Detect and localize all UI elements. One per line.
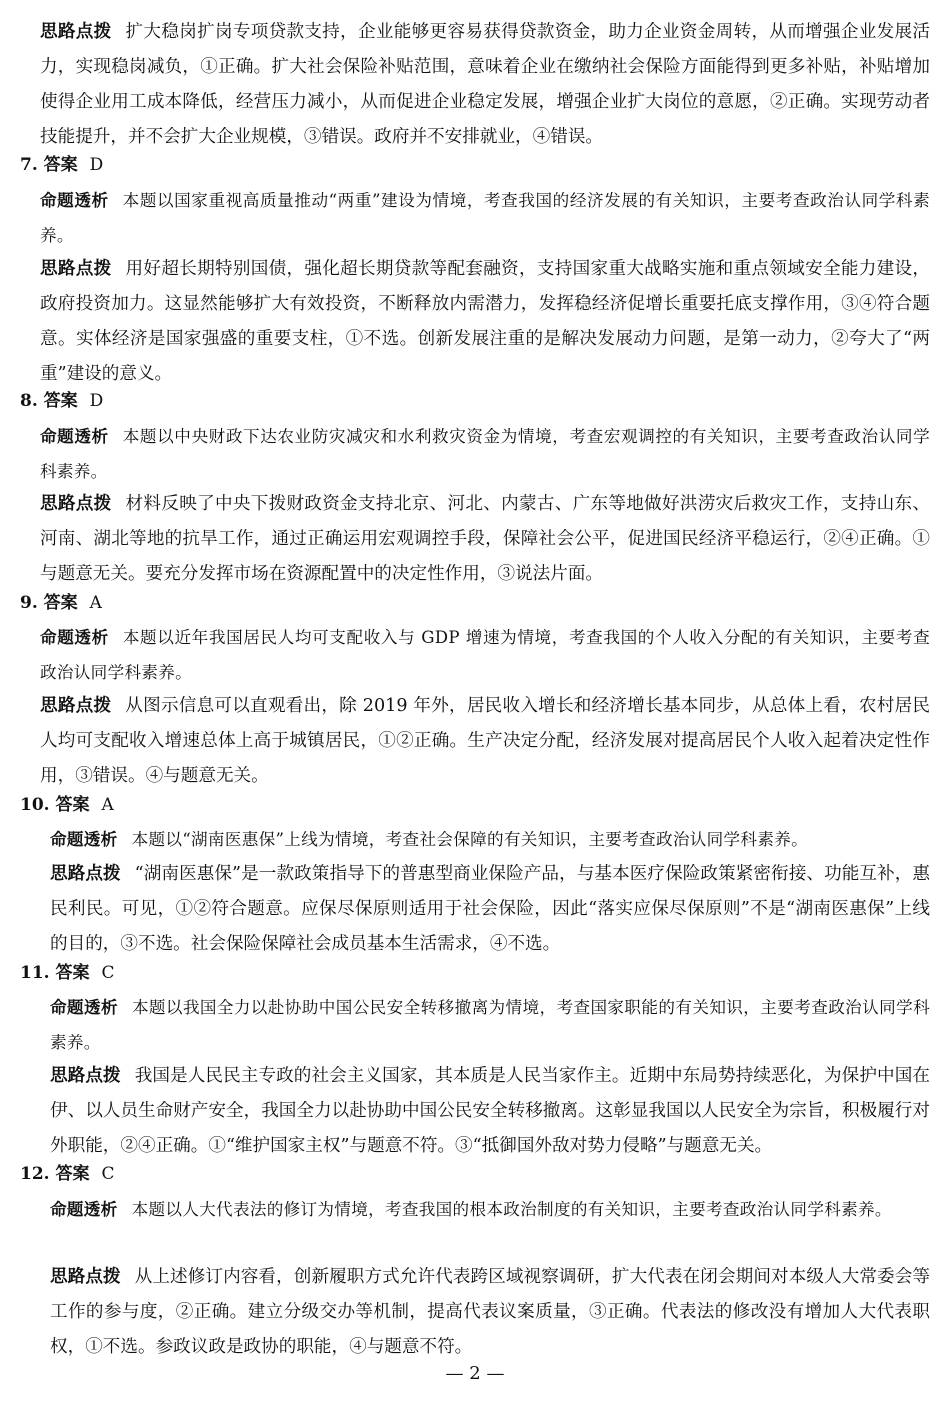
q12-toushi-text: 本题以人大代表法的修订为情境，考查我国的根本政治制度的有关知识，主要考查政治认同学科素养。 [131, 1200, 892, 1219]
q8-silu-paragraph [40, 486, 930, 592]
q7-answer-label: 答案 [43, 155, 78, 175]
q9-number: 9. [20, 593, 38, 613]
q7-answer-line [20, 149, 920, 182]
q11-answer-line [20, 957, 920, 990]
q11-toushi-text: 本题以我国全力以赴协助中国公民安全转移撤离为情境，考查国家职能的有关知识，主要考查政治认同学科素养。 [50, 998, 930, 1052]
q12-silu-text: 从上述修订内容看，创新履职方式允许代表跨区域视察调研，扩大代表在闭会期间对本级人大常委会等工作的参与度，②正确。建立分级交办等机制，提高代表议案质量，③正确。代表法的修改没有增加人大代表职权，①不选。参政议政是政协的职能，④与题意不符。 [50, 1267, 930, 1357]
q7-answer-value: D [89, 155, 104, 175]
q11-silu-paragraph [50, 1058, 930, 1164]
q12-number: 12. [20, 1164, 50, 1184]
q9-silu-label: 思路点拨 [40, 695, 112, 716]
q11-silu-text: 我国是人民民主专政的社会主义国家，其本质是人民当家作主。近期中东局势持续恶化，为保护中国在伊、以人员生命财产安全，我国全力以赴协助中国公民安全转移撤离。这彰显我国以人民安全为宗旨，积极履行对外职能，②④正确。①“维护国家主权”与题意不符。③“抵御国外敌对势力侵略”与题意无关。 [50, 1066, 930, 1156]
q7-silu-text: 用好超长期特别国债，强化超长期贷款等配套融资，支持国家重大战略实施和重点领域安全能力建设，政府投资加力。这显然能够扩大有效投资，不断释放内需潜力，发挥稳经济促增长重要托底支撑作用，③④符合题意。实体经济是国家强盛的重要支柱，①不选。创新发展注重的是解决发展动力问题，是第一动力，②夸大了“两重”建设的意义。 [40, 259, 930, 384]
q9-toushi-label: 命题透析 [40, 627, 109, 647]
q7-silu-paragraph [40, 251, 930, 392]
q10-toushi-text: 本题以“湖南医惠保”上线为情境，考查社会保障的有关知识，主要考查政治认同学科素养。 [131, 830, 808, 849]
q9-toushi-text: 本题以近年我国居民人均可支配收入与 GDP 增速为情境，考查我国的个人收入分配的有关知识，主要考查政治认同学科素养。 [40, 628, 930, 682]
q9-answer-label: 答案 [43, 593, 78, 613]
q9-answer-line [20, 587, 920, 620]
q8-answer-label: 答案 [43, 391, 78, 411]
page-number: — 2 — [445, 1363, 505, 1384]
q6-silu-label: 思路点拨 [40, 21, 112, 42]
q7-number: 7. [20, 155, 38, 175]
q9-silu-paragraph [40, 688, 930, 794]
q8-toushi-label: 命题透析 [40, 426, 109, 446]
q10-answer-label: 答案 [55, 795, 90, 815]
q7-toushi-label: 命题透析 [40, 190, 109, 210]
q8-answer-line [20, 385, 920, 418]
q10-silu-paragraph [50, 856, 930, 962]
q8-toushi-text: 本题以中央财政下达农业防灾减灾和水利救灾资金为情境，考查宏观调控的有关知识，主要考查政治认同学科素养。 [40, 427, 930, 481]
q8-toushi-paragraph [40, 419, 930, 489]
q8-silu-label: 思路点拨 [40, 493, 112, 514]
q11-answer-label: 答案 [55, 963, 90, 983]
q12-toushi-paragraph [50, 1192, 930, 1227]
q10-answer-line [20, 789, 920, 822]
q12-silu-label: 思路点拨 [50, 1266, 121, 1287]
q12-answer-line [20, 1158, 920, 1191]
q9-answer-value: A [89, 593, 102, 613]
q10-number: 10. [20, 795, 50, 815]
q11-toushi-paragraph [50, 990, 930, 1060]
q7-toushi-paragraph [40, 183, 930, 253]
q10-silu-text: “湖南医惠保”是一款政策指导下的普惠型商业保险产品，与基本医疗保险政策紧密衔接、功能互补，惠民利民。可见，①②符合题意。应保尽保原则适用于社会保险，因此“落实应保尽保原则”不是“湖南医惠保”上线的目的，③不选。社会保险保障社会成员基本生活需求，④不选。 [50, 864, 930, 954]
q10-toushi-label: 命题透析 [50, 829, 118, 849]
q7-silu-label: 思路点拨 [40, 258, 112, 279]
q8-silu-text: 材料反映了中央下拨财政资金支持北京、河北、内蒙古、广东等地做好洪涝灾后救灾工作，支持山东、河南、湖北等地的抗旱工作，通过正确运用宏观调控手段，保障社会公平，促进国民经济平稳运行，②④正确。①与题意无关。要充分发挥市场在资源配置中的决定性作用，③说法片面。 [40, 494, 930, 584]
q11-number: 11. [20, 963, 50, 983]
q8-number: 8. [20, 391, 38, 411]
q12-answer-value: C [101, 1164, 115, 1184]
q6-silu-text: 扩大稳岗扩岗专项贷款支持，企业能够更容易获得贷款资金，助力企业资金周转，从而增强企业发展活力，实现稳岗减负，①正确。扩大社会保险补贴范围，意味着企业在缴纳社会保险方面能得到更多补贴，补贴增加使得企业用工成本降低，经营压力减小，从而促进企业稳定发展，增强企业扩大岗位的意愿，②正确。实现劳动者技能提升，并不会扩大企业规模，③错误。政府并不安排就业，④错误。 [40, 22, 930, 147]
q10-toushi-paragraph [50, 822, 930, 857]
q12-silu-paragraph [50, 1259, 930, 1365]
q7-toushi-text: 本题以国家重视高质量推动“两重”建设为情境，考查我国的经济发展的有关知识，主要考查政治认同学科素养。 [40, 191, 930, 245]
q11-answer-value: C [101, 963, 115, 983]
q10-silu-label: 思路点拨 [50, 863, 121, 884]
q9-silu-text: 从图示信息可以直观看出，除 2019 年外，居民收入增长和经济增长基本同步，从总体上看，农村居民人均可支配收入增速总体上高于城镇居民，①②正确。生产决定分配，经济发展对提高居民个人收入起着决定性作用，③错误。④与题意无关。 [40, 696, 930, 786]
q12-answer-label: 答案 [55, 1164, 90, 1184]
q8-answer-value: D [89, 391, 104, 411]
q11-silu-label: 思路点拨 [50, 1065, 121, 1086]
q6-silu-paragraph [40, 14, 930, 155]
q9-toushi-paragraph [40, 620, 930, 690]
q12-toushi-label: 命题透析 [50, 1199, 118, 1219]
q11-toushi-label: 命题透析 [50, 997, 118, 1017]
q10-answer-value: A [101, 795, 114, 815]
